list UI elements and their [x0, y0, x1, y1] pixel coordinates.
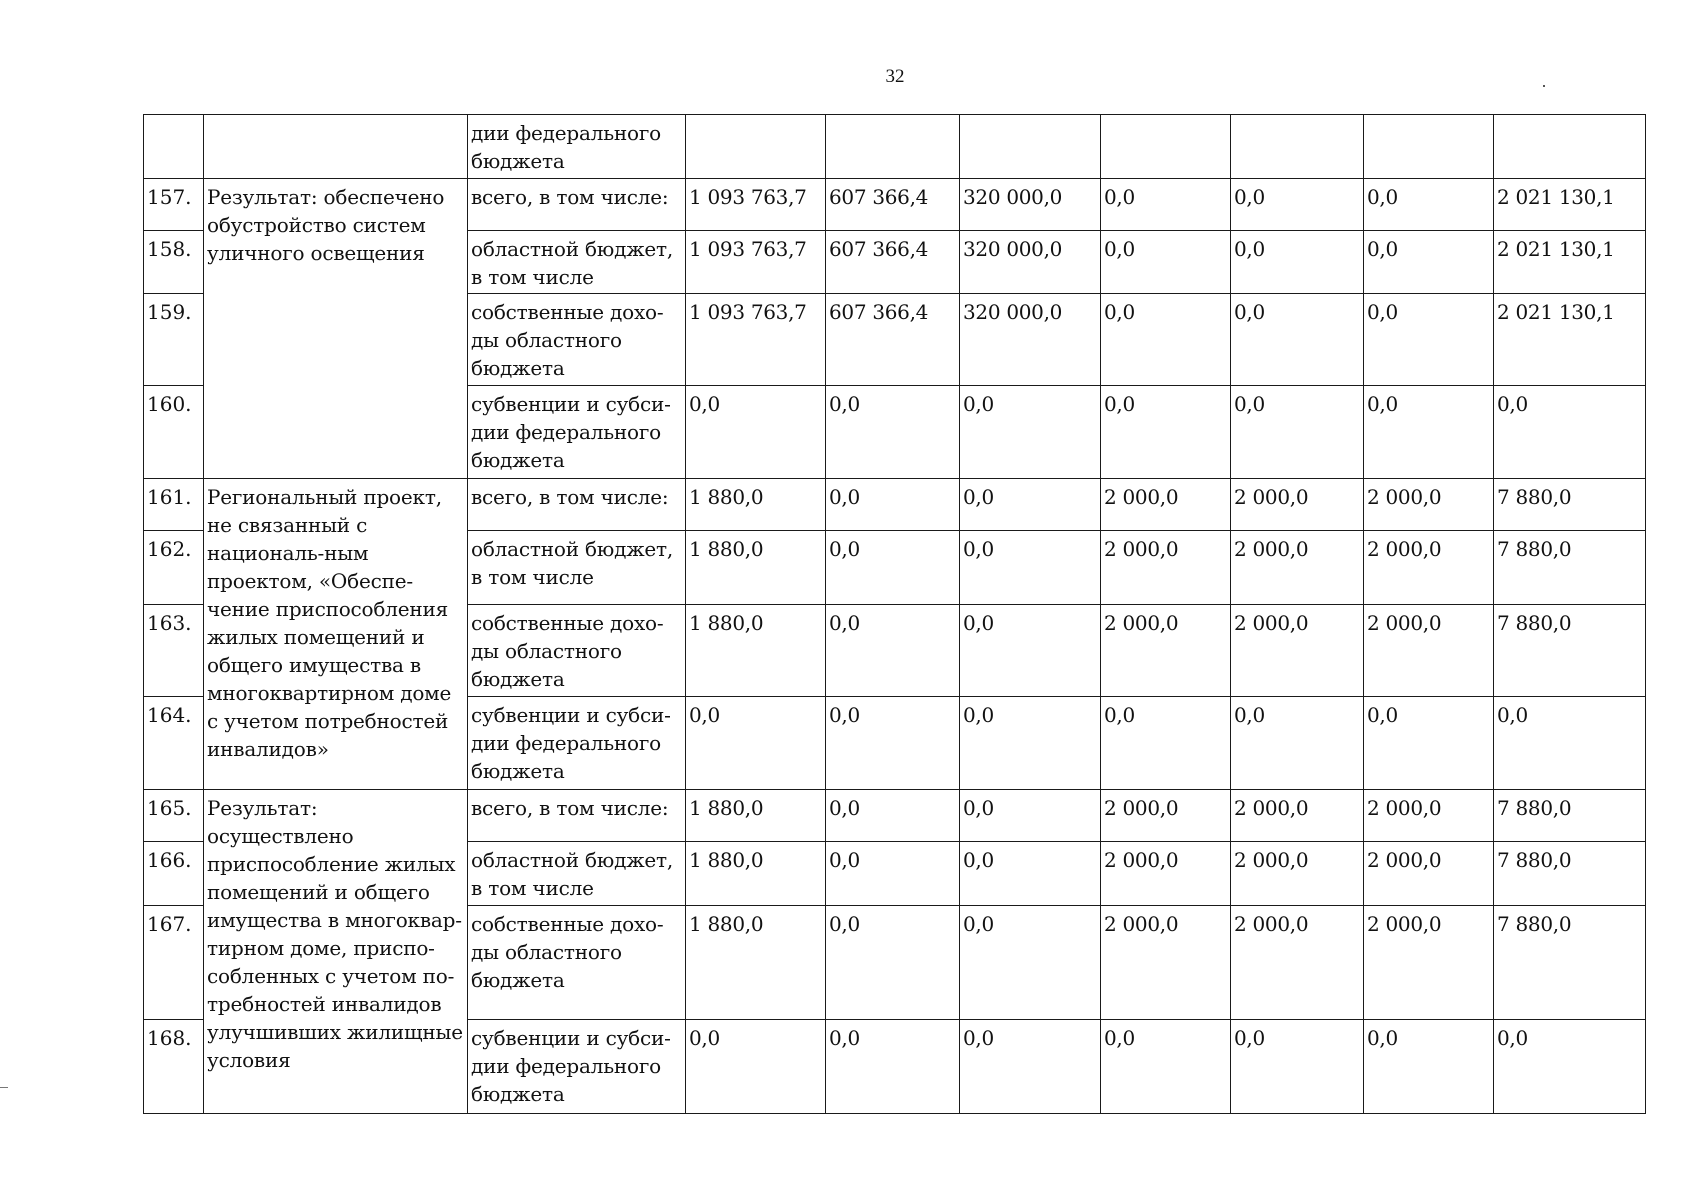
- value-cell: 0,0: [1101, 386, 1231, 479]
- value-cell: 0,0: [826, 386, 960, 479]
- result-title-cell: Результат: осуществлено приспособление жилых помещений и общего имущества в многоквар-тирном доме, приспо-собленных с учетом по-требностей инвалидов улучшивших жилищные условия: [204, 790, 468, 1114]
- value-cell: [960, 115, 1101, 179]
- result-title-cell: Региональный проект, не связанный с националь-ным проектом, «Обеспе-чение приспособления жилых помещений и общего имущества в многоквартирном доме с учетом потребностей инвалидов»: [204, 479, 468, 790]
- value-cell: 0,0: [960, 697, 1101, 790]
- page-number: 32: [885, 66, 905, 87]
- value-cell: 1 880,0: [686, 842, 826, 906]
- row-number-cell: 160.: [144, 386, 204, 479]
- table-row: [144, 115, 1646, 179]
- value-cell: 0,0: [1364, 179, 1494, 231]
- value-cell: 0,0: [826, 842, 960, 906]
- source-cell: дии федерального бюджета: [468, 115, 686, 179]
- source-cell: областной бюджет, в том числе: [468, 231, 686, 294]
- row-number-cell: 157.: [144, 179, 204, 231]
- value-cell: 2 021 130,1: [1494, 179, 1646, 231]
- value-cell: 0,0: [1101, 231, 1231, 294]
- result-title-cell: Результат: обеспечено обустройство систем уличного освещения: [204, 179, 468, 479]
- value-cell: 1 093 763,7: [686, 231, 826, 294]
- value-cell: 0,0: [686, 386, 826, 479]
- budget-table: [143, 114, 1646, 1114]
- value-cell: 2 000,0: [1364, 479, 1494, 531]
- value-cell: [686, 115, 826, 179]
- value-cell: 7 880,0: [1494, 605, 1646, 697]
- value-cell: 1 093 763,7: [686, 294, 826, 386]
- value-cell: 7 880,0: [1494, 906, 1646, 1020]
- value-cell: 2 000,0: [1101, 790, 1231, 842]
- value-cell: 1 880,0: [686, 906, 826, 1020]
- value-cell: 2 000,0: [1364, 531, 1494, 605]
- value-cell: [1494, 115, 1646, 179]
- value-cell: 0,0: [826, 697, 960, 790]
- source-cell: всего, в том числе:: [468, 179, 686, 231]
- value-cell: 2 000,0: [1364, 842, 1494, 906]
- scan-speck: [1543, 85, 1545, 87]
- value-cell: 0,0: [1494, 1020, 1646, 1114]
- row-number-cell: 163.: [144, 605, 204, 697]
- value-cell: 2 000,0: [1364, 906, 1494, 1020]
- value-cell: 0,0: [960, 479, 1101, 531]
- source-cell: областной бюджет, в том числе: [468, 531, 686, 605]
- value-cell: [1364, 115, 1494, 179]
- value-cell: 0,0: [686, 697, 826, 790]
- value-cell: 0,0: [960, 1020, 1101, 1114]
- value-cell: 0,0: [960, 906, 1101, 1020]
- value-cell: 607 366,4: [826, 179, 960, 231]
- value-cell: 0,0: [1231, 1020, 1364, 1114]
- value-cell: 0,0: [826, 605, 960, 697]
- value-cell: 607 366,4: [826, 231, 960, 294]
- source-cell: собственные дохо-ды областного бюджета: [468, 605, 686, 697]
- row-number-cell: 168.: [144, 1020, 204, 1114]
- value-cell: 2 000,0: [1231, 842, 1364, 906]
- row-number-cell: 167.: [144, 906, 204, 1020]
- value-cell: 2 000,0: [1231, 790, 1364, 842]
- table-row: [144, 790, 1646, 842]
- title-cell: [204, 115, 468, 179]
- value-cell: [1231, 115, 1364, 179]
- value-cell: 0,0: [1231, 179, 1364, 231]
- value-cell: 2 000,0: [1101, 531, 1231, 605]
- value-cell: 2 000,0: [1231, 479, 1364, 531]
- value-cell: 1 880,0: [686, 790, 826, 842]
- value-cell: 0,0: [1364, 294, 1494, 386]
- value-cell: 1 093 763,7: [686, 179, 826, 231]
- value-cell: 1 880,0: [686, 531, 826, 605]
- value-cell: 2 000,0: [1231, 605, 1364, 697]
- value-cell: 0,0: [1101, 179, 1231, 231]
- value-cell: [1101, 115, 1231, 179]
- source-cell: субвенции и субси-дии федерального бюджета: [468, 386, 686, 479]
- value-cell: 2 021 130,1: [1494, 231, 1646, 294]
- table-row: [144, 179, 1646, 231]
- value-cell: 0,0: [1364, 1020, 1494, 1114]
- value-cell: 2 000,0: [1231, 906, 1364, 1020]
- value-cell: 7 880,0: [1494, 479, 1646, 531]
- value-cell: 7 880,0: [1494, 790, 1646, 842]
- value-cell: 0,0: [960, 605, 1101, 697]
- value-cell: 0,0: [1231, 697, 1364, 790]
- value-cell: 0,0: [1364, 231, 1494, 294]
- value-cell: 0,0: [960, 531, 1101, 605]
- value-cell: [826, 115, 960, 179]
- value-cell: 0,0: [1101, 294, 1231, 386]
- value-cell: 0,0: [826, 531, 960, 605]
- source-cell: всего, в том числе:: [468, 479, 686, 531]
- value-cell: 607 366,4: [826, 294, 960, 386]
- value-cell: 0,0: [826, 1020, 960, 1114]
- value-cell: 0,0: [960, 842, 1101, 906]
- value-cell: 7 880,0: [1494, 842, 1646, 906]
- source-cell: всего, в том числе:: [468, 790, 686, 842]
- value-cell: 2 021 130,1: [1494, 294, 1646, 386]
- scan-edge-mark: [0, 1087, 8, 1088]
- value-cell: 2 000,0: [1101, 906, 1231, 1020]
- row-number-cell: 161.: [144, 479, 204, 531]
- row-number-cell: 159.: [144, 294, 204, 386]
- value-cell: 2 000,0: [1101, 605, 1231, 697]
- row-number-cell: 164.: [144, 697, 204, 790]
- value-cell: 320 000,0: [960, 231, 1101, 294]
- row-number-cell: 166.: [144, 842, 204, 906]
- value-cell: 0,0: [1101, 697, 1231, 790]
- value-cell: 1 880,0: [686, 605, 826, 697]
- source-cell: собственные дохо-ды областного бюджета: [468, 294, 686, 386]
- value-cell: 0,0: [1494, 386, 1646, 479]
- value-cell: 320 000,0: [960, 179, 1101, 231]
- value-cell: 0,0: [1231, 231, 1364, 294]
- value-cell: 0,0: [1364, 697, 1494, 790]
- value-cell: 0,0: [1101, 1020, 1231, 1114]
- row-number-cell: 165.: [144, 790, 204, 842]
- value-cell: 0,0: [1231, 386, 1364, 479]
- value-cell: 2 000,0: [1364, 605, 1494, 697]
- row-number-cell: [144, 115, 204, 179]
- value-cell: 7 880,0: [1494, 531, 1646, 605]
- value-cell: 2 000,0: [1364, 790, 1494, 842]
- value-cell: 2 000,0: [1101, 842, 1231, 906]
- value-cell: 0,0: [960, 386, 1101, 479]
- source-cell: собственные дохо-ды областного бюджета: [468, 906, 686, 1020]
- value-cell: 0,0: [1494, 697, 1646, 790]
- value-cell: 2 000,0: [1231, 531, 1364, 605]
- value-cell: 0,0: [826, 479, 960, 531]
- source-cell: субвенции и субси-дии федерального бюджета: [468, 697, 686, 790]
- source-cell: областной бюджет, в том числе: [468, 842, 686, 906]
- row-number-cell: 158.: [144, 231, 204, 294]
- value-cell: 0,0: [1231, 294, 1364, 386]
- table-row: [144, 479, 1646, 531]
- value-cell: 0,0: [686, 1020, 826, 1114]
- value-cell: 1 880,0: [686, 479, 826, 531]
- value-cell: 320 000,0: [960, 294, 1101, 386]
- value-cell: 0,0: [960, 790, 1101, 842]
- value-cell: 0,0: [826, 906, 960, 1020]
- source-cell: субвенции и субси-дии федерального бюджета: [468, 1020, 686, 1114]
- row-number-cell: 162.: [144, 531, 204, 605]
- value-cell: 0,0: [1364, 386, 1494, 479]
- value-cell: 2 000,0: [1101, 479, 1231, 531]
- value-cell: 0,0: [826, 790, 960, 842]
